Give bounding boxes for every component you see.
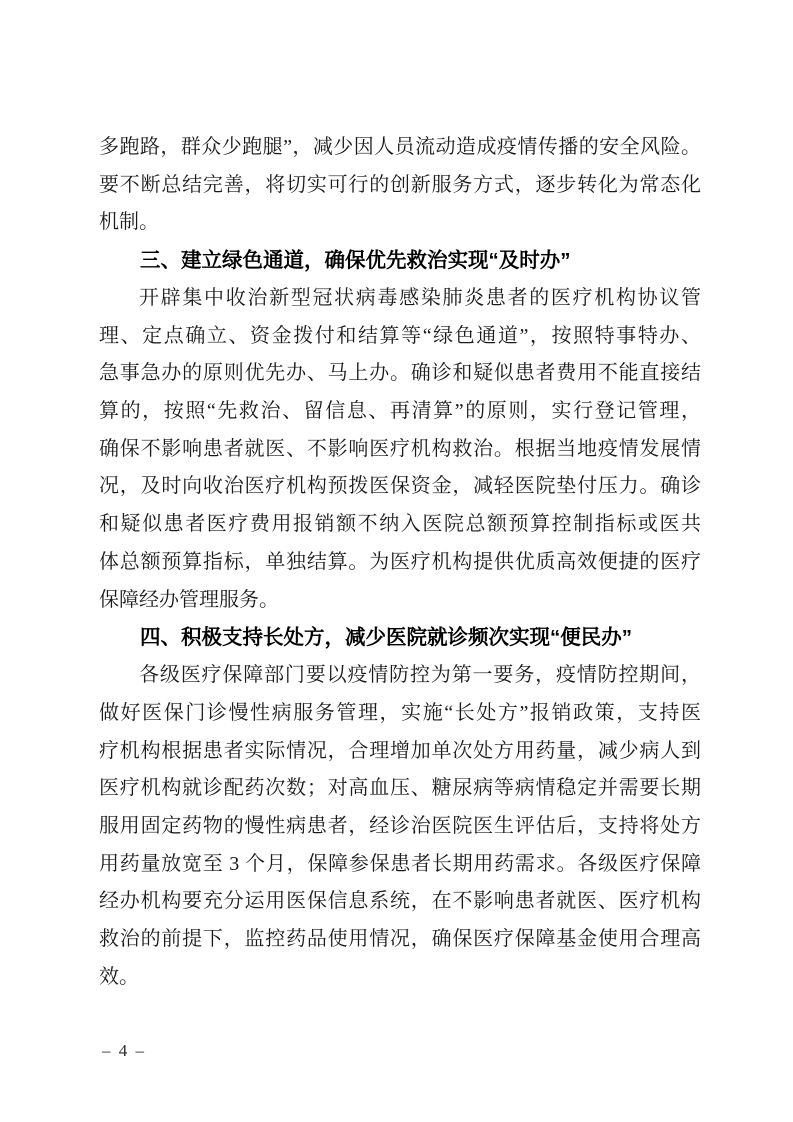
paragraph [99, 280, 701, 619]
heading-line: 四、积极支持长处方，减少医院就诊频次实现“便民办” [140, 626, 632, 650]
section-heading [99, 242, 701, 280]
text-line: 机制。 [99, 211, 159, 234]
text-line: 用药量放宽至 3 个月，保障参保患者长期用药需求。各级医疗保障 [99, 852, 701, 875]
section-heading [99, 619, 701, 657]
document-body [99, 129, 701, 997]
text-line: 疗机构根据患者实际情况，合理增加单次处方用药量，减少病人到 [99, 739, 701, 762]
text-line: 多跑路，群众少跑腿”，减少因人员流动造成疫情传播的安全风险。 [99, 136, 701, 158]
paragraph [99, 129, 701, 242]
page-number: – 4 – [102, 1041, 146, 1060]
text-line: 要不断总结完善，将切实可行的创新服务方式，逐步转化为常态化 [99, 173, 701, 196]
paragraph [99, 657, 701, 996]
text-line: 救治的前提下，监控药品使用情况，确保医疗保障基金使用合理高 [99, 928, 701, 951]
text-line: 做好医保门诊慢性病服务管理，实施“长处方”报销政策，支持医 [99, 701, 701, 724]
text-line: 保障经办管理服务。 [99, 588, 279, 611]
text-line: 服用固定药物的慢性病患者，经诊治医院医生评估后，支持将处方 [99, 814, 701, 837]
text-line: 理、定点确立、资金拨付和结算等“绿色通道”，按照特事特办、 [99, 324, 701, 347]
text-line: 医疗机构就诊配药次数；对高血压、糖尿病等病情稳定并需要长期 [99, 777, 701, 800]
text-line: 效。 [99, 965, 139, 988]
text-line: 急事急办的原则优先办、马上办。确诊和疑似患者费用不能直接结 [99, 362, 701, 385]
text-line: 体总额预算指标，单独结算。为医疗机构提供优质高效便捷的医疗 [99, 550, 701, 573]
heading-line: 三、建立绿色通道，确保优先救治实现“及时办” [140, 249, 571, 273]
text-line: 况，及时向收治医疗机构预拨医保资金，减轻医院垫付压力。确诊 [99, 475, 701, 498]
text-line: 各级医疗保障部门要以疫情防控为第一要务，疫情防控期间， [139, 664, 701, 687]
text-line: 算的，按照“先救治、留信息、再清算”的原则，实行登记管理， [99, 400, 701, 423]
text-line: 开辟集中收治新型冠状病毒感染肺炎患者的医疗机构协议管 [139, 286, 701, 309]
text-line: 和疑似患者医疗费用报销额不纳入医院总额预算控制指标或医共 [99, 513, 701, 536]
text-line: 经办机构要充分运用医保信息系统，在不影响患者就医、医疗机构 [99, 890, 701, 913]
text-line: 确保不影响患者就医、不影响医疗机构救治。根据当地疫情发展情 [99, 437, 701, 460]
